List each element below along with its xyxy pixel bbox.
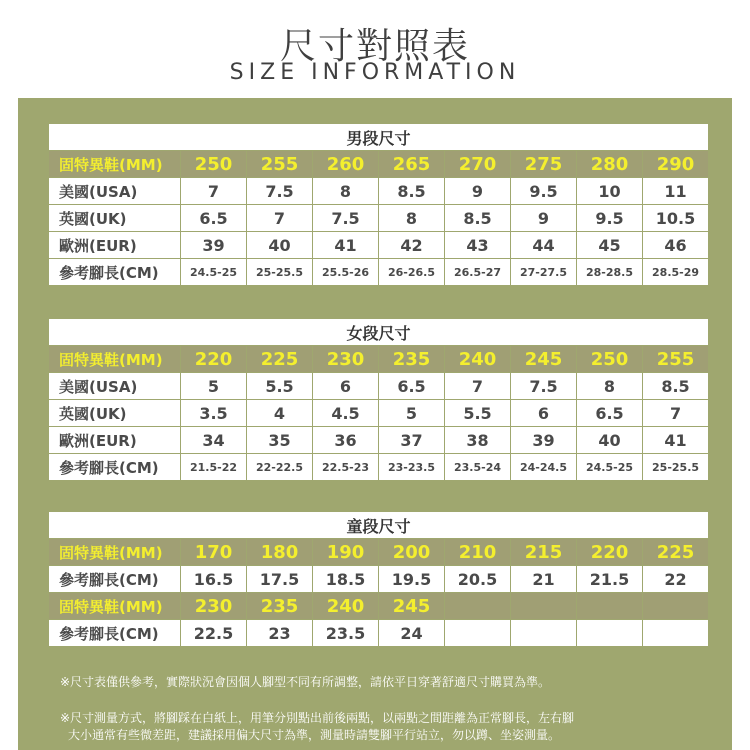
size-cell: 265 (379, 151, 445, 178)
size-cell: 225 (247, 346, 313, 373)
row-label: 固特異鞋(MM) (49, 151, 181, 178)
size-cell: 215 (511, 539, 577, 566)
table-row (49, 178, 709, 205)
size-cell: 4.5 (313, 400, 379, 427)
size-cell: 230 (181, 593, 247, 620)
empty-cell (643, 593, 709, 620)
empty-cell (577, 593, 643, 620)
size-cell: 45 (577, 232, 643, 259)
size-cell: 7 (181, 178, 247, 205)
size-cell: 8.5 (445, 205, 511, 232)
table-title-row (49, 319, 709, 346)
size-cell: 28-28.5 (577, 259, 643, 286)
empty-cell (445, 620, 511, 647)
size-cell: 240 (313, 593, 379, 620)
size-cell: 40 (247, 232, 313, 259)
size-cell: 22.5-23 (313, 454, 379, 481)
size-cell: 42 (379, 232, 445, 259)
row-label: 參考腳長(CM) (49, 259, 181, 286)
size-cell: 8 (379, 205, 445, 232)
size-cell: 5.5 (445, 400, 511, 427)
size-cell: 275 (511, 151, 577, 178)
size-cell: 23.5-24 (445, 454, 511, 481)
size-cell: 34 (181, 427, 247, 454)
size-cell: 39 (511, 427, 577, 454)
row-label: 固特異鞋(MM) (49, 593, 181, 620)
size-cell: 25-25.5 (247, 259, 313, 286)
size-cell: 7 (643, 400, 709, 427)
size-cell: 7 (247, 205, 313, 232)
size-cell: 9 (511, 205, 577, 232)
row-label: 美國(USA) (49, 178, 181, 205)
size-cell: 38 (445, 427, 511, 454)
size-cell: 225 (643, 539, 709, 566)
size-cell: 3.5 (181, 400, 247, 427)
size-cell: 18.5 (313, 566, 379, 593)
size-cell: 10.5 (643, 205, 709, 232)
size-cell: 290 (643, 151, 709, 178)
table-title-row (49, 124, 709, 151)
size-cell: 22-22.5 (247, 454, 313, 481)
row-label: 參考腳長(CM) (49, 620, 181, 647)
page-title: 尺寸對照表 (279, 26, 470, 67)
row-label: 歐洲(EUR) (49, 232, 181, 259)
size-cell: 25.5-26 (313, 259, 379, 286)
size-cell: 235 (379, 346, 445, 373)
size-cell: 280 (577, 151, 643, 178)
size-cell: 21 (511, 566, 577, 593)
size-cell: 21.5-22 (181, 454, 247, 481)
size-cell: 40 (577, 427, 643, 454)
size-cell: 24-24.5 (511, 454, 577, 481)
size-cell: 17.5 (247, 566, 313, 593)
row-label: 美國(USA) (49, 373, 181, 400)
size-cell: 6.5 (181, 205, 247, 232)
table-row (49, 232, 709, 259)
table-title-row (49, 512, 709, 539)
page-subtitle: SIZE INFORMATION (229, 60, 521, 85)
size-cell: 9 (445, 178, 511, 205)
table-row (49, 454, 709, 481)
size-cell: 6 (313, 373, 379, 400)
size-cell: 180 (247, 539, 313, 566)
size-cell: 240 (445, 346, 511, 373)
row-label: 英國(UK) (49, 205, 181, 232)
size-cell: 5.5 (247, 373, 313, 400)
size-cell: 41 (313, 232, 379, 259)
table-row (49, 373, 709, 400)
size-cell: 9.5 (577, 205, 643, 232)
size-cell: 35 (247, 427, 313, 454)
size-cell: 210 (445, 539, 511, 566)
size-cell: 5 (379, 400, 445, 427)
size-cell: 8.5 (643, 373, 709, 400)
size-cell: 6.5 (577, 400, 643, 427)
women-size-table (48, 318, 709, 481)
row-label: 英國(UK) (49, 400, 181, 427)
size-cell: 44 (511, 232, 577, 259)
size-cell: 23-23.5 (379, 454, 445, 481)
note-disclaimer: ※尺寸表僅供參考，實際狀況會因個人腳型不同有所調整，請依平日穿著舒適尺寸購買為準。 (60, 675, 551, 689)
size-cell: 250 (181, 151, 247, 178)
size-cell: 24 (379, 620, 445, 647)
table-row (49, 151, 709, 178)
size-cell: 46 (643, 232, 709, 259)
size-cell: 10 (577, 178, 643, 205)
size-cell: 43 (445, 232, 511, 259)
row-label: 固特異鞋(MM) (49, 539, 181, 566)
size-cell: 20.5 (445, 566, 511, 593)
size-cell: 220 (577, 539, 643, 566)
size-cell: 23.5 (313, 620, 379, 647)
size-cell: 6 (511, 400, 577, 427)
table-title: 童段尺寸 (49, 512, 709, 539)
size-cell: 230 (313, 346, 379, 373)
size-cell: 22.5 (181, 620, 247, 647)
size-cell: 9.5 (511, 178, 577, 205)
empty-cell (511, 593, 577, 620)
table-row (49, 205, 709, 232)
size-cell: 220 (181, 346, 247, 373)
size-cell: 23 (247, 620, 313, 647)
note-measure-line2: 大小通常有些微差距，建議採用偏大尺寸為準，測量時請雙腳平行站立，勿以蹲、坐姿測量。 (68, 728, 561, 742)
table-row (49, 259, 709, 286)
size-cell: 8 (577, 373, 643, 400)
size-cell: 8.5 (379, 178, 445, 205)
size-cell: 19.5 (379, 566, 445, 593)
size-cell: 7.5 (313, 205, 379, 232)
size-cell: 37 (379, 427, 445, 454)
size-cell: 16.5 (181, 566, 247, 593)
empty-cell (643, 620, 709, 647)
size-cell: 24.5-25 (181, 259, 247, 286)
size-cell: 7.5 (247, 178, 313, 205)
size-cell: 26-26.5 (379, 259, 445, 286)
size-cell: 5 (181, 373, 247, 400)
size-cell: 22 (643, 566, 709, 593)
table-row (49, 539, 709, 566)
size-cell: 11 (643, 178, 709, 205)
row-label: 參考腳長(CM) (49, 566, 181, 593)
size-cell: 190 (313, 539, 379, 566)
size-cell: 6.5 (379, 373, 445, 400)
table-title: 男段尺寸 (49, 124, 709, 151)
size-cell: 41 (643, 427, 709, 454)
size-cell: 245 (511, 346, 577, 373)
table-row (49, 346, 709, 373)
row-label: 固特異鞋(MM) (49, 346, 181, 373)
empty-cell (445, 593, 511, 620)
size-cell: 7 (445, 373, 511, 400)
size-cell: 170 (181, 539, 247, 566)
table-row (49, 620, 709, 647)
size-cell: 270 (445, 151, 511, 178)
size-cell: 21.5 (577, 566, 643, 593)
men-size-table (48, 123, 709, 286)
note-measure-line1: ※尺寸測量方式，將腳踩在白紙上，用筆分別點出前後兩點，以兩點之間距離為正常腳長，左右腳 (60, 711, 575, 725)
size-cell: 39 (181, 232, 247, 259)
size-cell: 28.5-29 (643, 259, 709, 286)
row-label: 參考腳長(CM) (49, 454, 181, 481)
row-label: 歐洲(EUR) (49, 427, 181, 454)
size-cell: 36 (313, 427, 379, 454)
empty-cell (511, 620, 577, 647)
table-title: 女段尺寸 (49, 319, 709, 346)
table-row (49, 593, 709, 620)
size-cell: 255 (643, 346, 709, 373)
size-cell: 27-27.5 (511, 259, 577, 286)
size-cell: 255 (247, 151, 313, 178)
size-cell: 7.5 (511, 373, 577, 400)
size-cell: 250 (577, 346, 643, 373)
size-cell: 26.5-27 (445, 259, 511, 286)
table-row (49, 400, 709, 427)
size-cell: 235 (247, 593, 313, 620)
empty-cell (577, 620, 643, 647)
size-cell: 8 (313, 178, 379, 205)
size-cell: 24.5-25 (577, 454, 643, 481)
size-cell: 25-25.5 (643, 454, 709, 481)
size-cell: 260 (313, 151, 379, 178)
size-cell: 245 (379, 593, 445, 620)
size-cell: 4 (247, 400, 313, 427)
kids-size-table (48, 511, 709, 647)
table-row (49, 427, 709, 454)
table-row (49, 566, 709, 593)
size-cell: 200 (379, 539, 445, 566)
